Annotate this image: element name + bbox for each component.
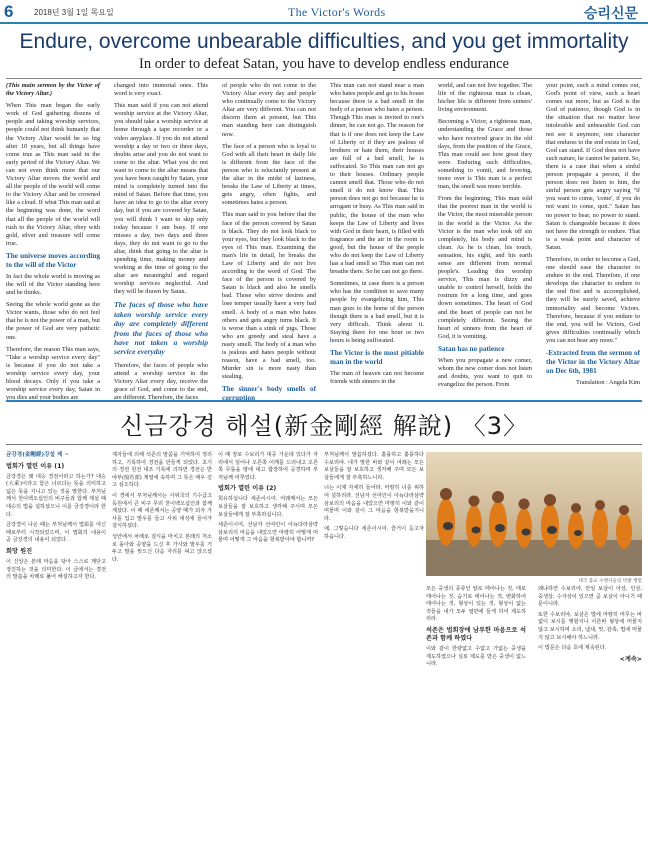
article-paragraph: of people who do not come to the Victory Altar every day and people who continually come to the Victory Altar are very different. You can not discern them at present, but This man standing here can distinguish now. (222, 82, 316, 138)
english-column-2 (114, 82, 208, 402)
issue-date: 2018년 3월 1일 목요일 (34, 8, 114, 17)
article-subheadline: In order to defeat Satan, you have to develop endless endurance (138, 56, 509, 72)
english-column-5 (438, 82, 532, 398)
english-article (6, 82, 642, 403)
headline-rule (6, 78, 642, 79)
article-paragraph: Seeing the whole world gone as the Victor wants, those who do not feel that he is not the power of a man, but the power of God are very pathetic one. (6, 301, 100, 341)
section-subheading: The sinner's body smells of corruption (222, 385, 316, 403)
section-subheading: The Victor is the most pitiable man in the world (330, 349, 424, 366)
article-paragraph: This man said if you can not attend worship service at the Victory Altar, you should take a worship service at home through a tape recorder or a video anyplace. If you do not attend worship a day or two or three days, doubts arise and you do not want to come to the altar. What you do not want to come to the altar means that you have been caught by Satan, your mind is completely turned into the mind of Satan. Before that time, you have an idea to go to the altar every day, but if you are covered by Satan, you will think I want to skip only today because I am busy. If one misses a day, two days and three days, they do not want to go to the altar, think that going to the altar is spending time, making money and working at the time of going to the altar are meaningful and regard worship services neglectful. And they will be drawn by Satan. (114, 102, 208, 296)
english-column-4 (330, 82, 424, 398)
photo-illustration (426, 452, 642, 576)
continued-marker: <계속> (619, 655, 642, 663)
series-label: 금강경(金剛經)강설 제 ~ (6, 452, 69, 458)
article-paragraph: 또한 수보리야, 보살은 법에 마땅히 머무는 바 없이 보시를 행할지니 이른바 형상에 머물지 않고 보시하며 소리, 냄새, 맛, 감촉, 법에 머물지 않고 보시해야 하느니라. (538, 611, 642, 641)
article-paragraph: The man of heaven can not become friends with sinners in the (330, 370, 424, 386)
article-paragraph: 세존이시여, 선남자 선여인이 아뇩다라삼먁삼보리의 마음을 내었으면 마땅히 어떻게 머물며 어떻게 그 마음을 항복받아야 합니까? (218, 522, 318, 544)
article-paragraph: Therefore, the faces of people who attend a worship service in the Victory Altar every day, receive the grace of God, and come to the end, are different. Therefore, the faces (114, 361, 208, 402)
pull-quote: The faces of those who have taken worship service every day are completely different from the faces of those who have not taken a worship service everyday (114, 300, 208, 357)
article-paragraph: 이와 같이 한량없고 수없고 가없는 중생을 제도하였으나 실로 제도를 받은 중생이 없느니라. (426, 645, 526, 668)
korean-column-3 (218, 452, 318, 860)
brand-logo-text: 승리신문 (583, 5, 638, 21)
korean-column-4 (324, 452, 424, 860)
korean-title-rule (6, 444, 642, 445)
korean-column-1 (6, 452, 106, 860)
article-paragraph: This man said to you before that the face of the person covered by Satan is black. They do not look black to your eyes, but they look black to the eyes of This man. Examining the man's life in detail, he breaks the Law of Liberty and do not live according to the word of God. The face of the person is covered by Satan is black and also he smells bad. Those who strive desires and lose temper usually have a very bad smell. A body of a man who hates others and gets angry turns black. It is worse than a stink of pigs. Those who are greedy and steal have a nasty smell. The body of a man who is jealous and hates people without reason, have a bad smell, too. Murder sin is more nasty than stealing. (222, 211, 316, 381)
english-column-1 (6, 82, 100, 402)
article-paragraph: From the beginning, This man told that the poorest man in the world is the Victor, the most miserable person in the world is the Victor. As the Victor is the man who took off sin completely, his body and mind is clean. As he is clean, his touch, sensation, his sight, and his earth sense are different from normal people's. Leading this worship service, This man is dizzy and unable to control herself, holds the rostrum for a long time, and goes down sometimes. The heart of God and the heart of people can not be completely different. Seeing the heart of sinners from the heart of God, it is vomiting. (438, 195, 532, 340)
translator-credit: Translation : Angela Kim (576, 379, 640, 386)
article-paragraph: Therefore, the reason This man says, "Take a worship service every day" is because if you do not take a worship service every day, your blood decays. Only if you take a worship service every day, Satan in you dies and your bodies are (6, 345, 100, 402)
article-paragraph: 이 신앙은 본래 마음을 닦아 스스로 깨닫고 정진하는 것을 의미한다. 이 글에서는 경전의 말씀을 차례로 풀어 해설하고자 한다. (6, 558, 106, 581)
article-paragraph: 제자들에 의해 석존의 말씀을 기억하여 정리하고, 기록하여 경전을 만들게 되었다. 초기의 경전 원전 대조 기록에 의하면 경전은 반야부(般若部) 계열에 속하며 그 뜻은 매우 깊고 심오하다. (112, 452, 212, 489)
paper-name: The Victor's Words (288, 5, 386, 19)
article-paragraph: In fact the whole world is moving as the will of the Victor standing here and he thinks. (6, 272, 100, 297)
section-subheading: The universe moves according to the will of the Victor (6, 251, 100, 269)
article-paragraph: changed into immortal ones. This word is very exact. (114, 82, 208, 98)
section-subheading: 법회가 열린 이유 (1) (6, 462, 65, 470)
article-paragraph: Therefore, in order to become a God, one should ease the character to endure to the end. Therefore, if one develops the character to endure to the end first and is accomplished, they will be surely saved, achieve immortality and become Victors. Therefore, because if you endure to the end, you will be Victors, God gives difficulties continually which you can not bear any more." (546, 255, 640, 344)
article-paragraph: your point, such a mind comes out, God's point of view, such a heart comes out more, but as God is the God of patience, though God is in the situation that no matter how intolerable and unbearable God can not see it anymore, one character that endures to the end exists in God, God can stand. If God does not have such nature, he cannot be patient. So, there is a case that when a sinful person propagate a person, if the person does not listen to him, the sinful person gets angry saying "if you want to come, 'come', if you do not want to come, quit." Satan has no power to bear, no power to stand. Satan is changeable because it does not have the strength to endure. That is a weak point and character of Satan. (546, 82, 640, 251)
article-paragraph: 이 때 장로 수보리가 대중 가운데 있다가 자리에서 일어나 오른쪽 어깨를 드러내고 오른쪽 무릎을 땅에 대고 합장하여 공경하며 부처님께 여쭈었다. (218, 452, 318, 481)
article-paragraph: 예, 그렇습니다 세존이시여. 즐거이 듣고자 하옵니다. (324, 526, 424, 540)
article-paragraph: world, and can not live together. The life of the righteous man is clean, his/her life is different from sinners' living environment. (438, 82, 532, 114)
korean-column-5 (426, 586, 526, 860)
article-paragraph: 부처님께서 말씀하셨다. 훌륭하고 훌륭하다 수보리야. 네가 말한 바와 같이 여래는 모든 보살들을 잘 보호하고 생각해 주며 모든 보살들에게 잘 부촉하느니라. (324, 452, 424, 481)
article-paragraph: This man can not stand near a man who hates people and go to his house because there is a bad smell in the body of a person who hates a person. Though This man is invited to one's dinner, he can not go. The reason for that is if one does not keep the Law of Liberty or if they are jealous of brothers or hate them, their houses are full of a bad smell, he is suffocated. So This man can not go to their houses. Ordinary people cannot smell that. Those who do not smell it do not know that. This person does not go not because he is arrogant or busy. As This man said in public, the house of the man who keeps the Law of Liberty and lives with God in their heart, is filled with fragrance and the air in the room is good, but the house of the people who do not keep the Law of Liberty has a bad smell so This man can not breathe there. So he can not go there. (330, 82, 424, 276)
article-paragraph: 이 경에서 부처님께서는 사위국의 기수급고독원에서 큰 비구 무리 천이백오십인과 함께 계셨다. 이 때 세존께서는 공양 때가 되자 가사를 입고 발우를 들고 사위 대성에 들어가 걸식하셨다. (112, 492, 212, 530)
article-paragraph: 너는 이제 자세히 들어라. 마땅히 너를 위하여 설하리라. 선남자 선여인이 아뇩다라삼먁삼보리의 마음을 내었으면 마땅히 이와 같이 머물며 이와 같이 그 마음을 항복받을지니라. (324, 485, 424, 522)
english-column-6 (546, 82, 640, 398)
article-paragraph: 금강경이 나온 때는 부처님께서 법회를 여신 때로부터 시작되었으며, 이 법회의 내용이 곧 금강경의 내용이 되었다. (6, 522, 106, 544)
sermon-source: -Extracted from the sermon of the Victor in the Victory Altar on Dec 6th, 1981 (546, 349, 640, 375)
section-subheading: 석존은 법회장에 남루한 마음으로 석존과 함께 하였다 (426, 626, 526, 642)
english-column-3 (222, 82, 316, 403)
section-subheading: 희망 원진 (6, 547, 33, 555)
article-paragraph: 이 법문은 다음 호에 계속된다. (538, 645, 607, 652)
section-subheading: Satan has no patience (438, 344, 505, 353)
article-lead: (This main sermon by the Victor of the Victory Altar.) (6, 82, 100, 98)
article-headline: Endure, overcome unbearable difficulties, and you get immortality (19, 30, 629, 53)
page-header (0, 0, 648, 24)
photo-caption: 태국 불교 수행자들의 탁발 행렬 (578, 579, 642, 584)
page-number: 6 (4, 2, 14, 21)
korean-column-6 (538, 586, 642, 860)
article-paragraph: 왜냐하면 수보리야, 만일 보살이 아상, 인상, 중생상, 수자상이 있으면 곧 보살이 아니기 때문이니라. (538, 586, 642, 608)
article-paragraph: 희유하십니다 세존이시여. 여래께서는 모든 보살들을 잘 보호하고 생각해 주시며 모든 보살들에게 잘 부촉하십니다. (218, 496, 318, 518)
article-paragraph: 모든 중생의 종류인 알로 태어나는 것, 태로 태어나는 것, 습기로 태어나는 것, 변화하여 태어나는 것, 형상이 있는 것, 형상이 없는 것들을 내가 모두 열반에 들게 하여 제도하리라. (426, 586, 526, 623)
article-paragraph: 성안에서 차례로 걸식을 마치고 본래의 처소로 돌아와 공양을 드신 후 가사와 발우를 거두고 발을 씻으신 다음 자리를 펴고 앉으셨다. (112, 533, 212, 563)
article-paragraph: Sometimes, in case there is a person who has the condition to save many people by evangelizing him, This man goes to the home of the person though there is a bad smell, but it is very difficult. Think about it. Staying there for one hour or two hours is being suffocated. (330, 280, 424, 344)
article-paragraph: When This man began the early work of God gathering dozens of people and taking worship services, people could not think humanly that the Victory Altar would be so big after 10 years, but all things have come true as This man said in the early period of the Victory Altar. We can not even think more that our Victory Altar moves the world and all the people of the world will come to the Victory Altar and be crowned like a cloud. If what This man said at the beginning was done, the word that all the people of the world will rush to the Victory Altar, obey with gold, silver and treasure will come true. (6, 102, 100, 247)
section-subheading: 법회가 열린 이유 (2) (218, 485, 277, 493)
korean-article-title: 신금강경 해설(新金剛經 解說) 〈3〉 (120, 412, 528, 440)
article-paragraph: The face of a person who is loyal to God with all their heart in daily life is different from the face of the person who is reluctantly present at the altar in the midst of laziness, breaks the Law of Liberty at times, gets angry, often fights, and sometimes hates a person. (222, 142, 316, 207)
section-divider (6, 400, 642, 402)
article-paragraph: 금강경은 왜 대승 경전이라고 하는가? 대승(大乘)이라고 함은 너르다는 뜻을 의미하고 넓은 뜻을 지니고 있는 것을 말한다. 부처님께서 천이백오십인의 비구들과 함께 계실 때 대승의 법을 설하셨으니 이를 금강경이라 한다. (6, 473, 106, 518)
article-paragraph: Becoming a Victor, a righteous man, understanding the Grace and those who have received grace in the old days, from the position of the Grace, This man could see how great they were. Enduring such difficulties, something to vomit, and fevering, more over is This man is a perfect man, the smell was more terrible. (438, 118, 532, 191)
article-paragraph: When you propagate a new comer, whom the new comer does not listen and doubts, you want to quit to evangelize the person. From (438, 356, 532, 389)
korean-column-2 (112, 452, 212, 860)
monks-procession-photo (426, 452, 642, 576)
